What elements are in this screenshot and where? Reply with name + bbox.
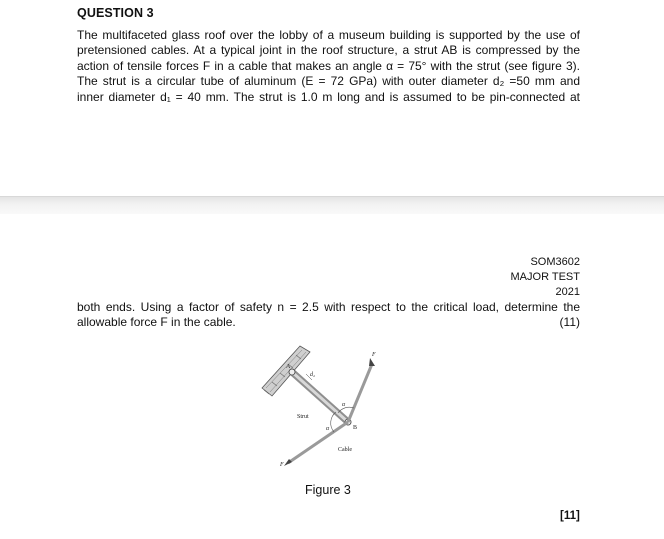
label-a: A	[286, 364, 291, 370]
page-separator	[0, 196, 664, 215]
label-cable: Cable	[338, 447, 352, 453]
figure-3	[250, 338, 390, 473]
continuation-line-1: both ends. Using a factor of safety n = 2.5 with respect to the critical load, determine the	[77, 300, 580, 314]
question-line-3: action of tensile forces F in a cable that makes an angle α = 75° with the strut (see figure 3).	[77, 58, 580, 73]
question-heading: QUESTION 3	[77, 6, 154, 20]
question-line-4: The strut is a circular tube of aluminum (E = 72 GPa) with outer diameter d₂ =50 mm and	[77, 74, 580, 89]
question-line-5: inner diameter d₁ = 40 mm. The strut is 1.0 m long and is assumed to be pin-connected at	[77, 89, 580, 104]
label-b: B	[353, 425, 358, 431]
figure-3-diagram	[250, 338, 390, 473]
question-marks: (11)	[559, 315, 580, 330]
continuation-line-2: allowable force F in the cable.	[77, 315, 236, 330]
label-alpha-top: α	[342, 402, 346, 408]
question-line-2: pretensioned cables. At a typical joint in the roof structure, a strut AB is compressed by the	[77, 43, 580, 58]
label-alpha-bottom: α	[326, 426, 330, 432]
label-f-bottom: F	[280, 462, 284, 468]
continuation-paragraph	[77, 300, 580, 331]
continuation-line-2-row	[77, 315, 580, 330]
label-d2: d₂	[310, 372, 316, 378]
question-paragraph	[77, 28, 580, 105]
total-marks: [11]	[560, 510, 580, 522]
roof-support	[262, 346, 310, 396]
test-year: 2021	[555, 286, 580, 298]
force-arrow-top	[369, 358, 375, 366]
question-line-1: The multifaceted glass roof over the lobby of a museum building is supported by the use of	[77, 28, 580, 42]
label-strut: Strut	[297, 414, 309, 420]
course-code: SOM3602	[530, 256, 580, 268]
test-name: MAJOR TEST	[510, 271, 580, 283]
label-f-top: F	[372, 352, 376, 358]
figure-caption: Figure 3	[305, 483, 351, 497]
page-header	[511, 255, 580, 300]
page-top	[0, 0, 664, 196]
